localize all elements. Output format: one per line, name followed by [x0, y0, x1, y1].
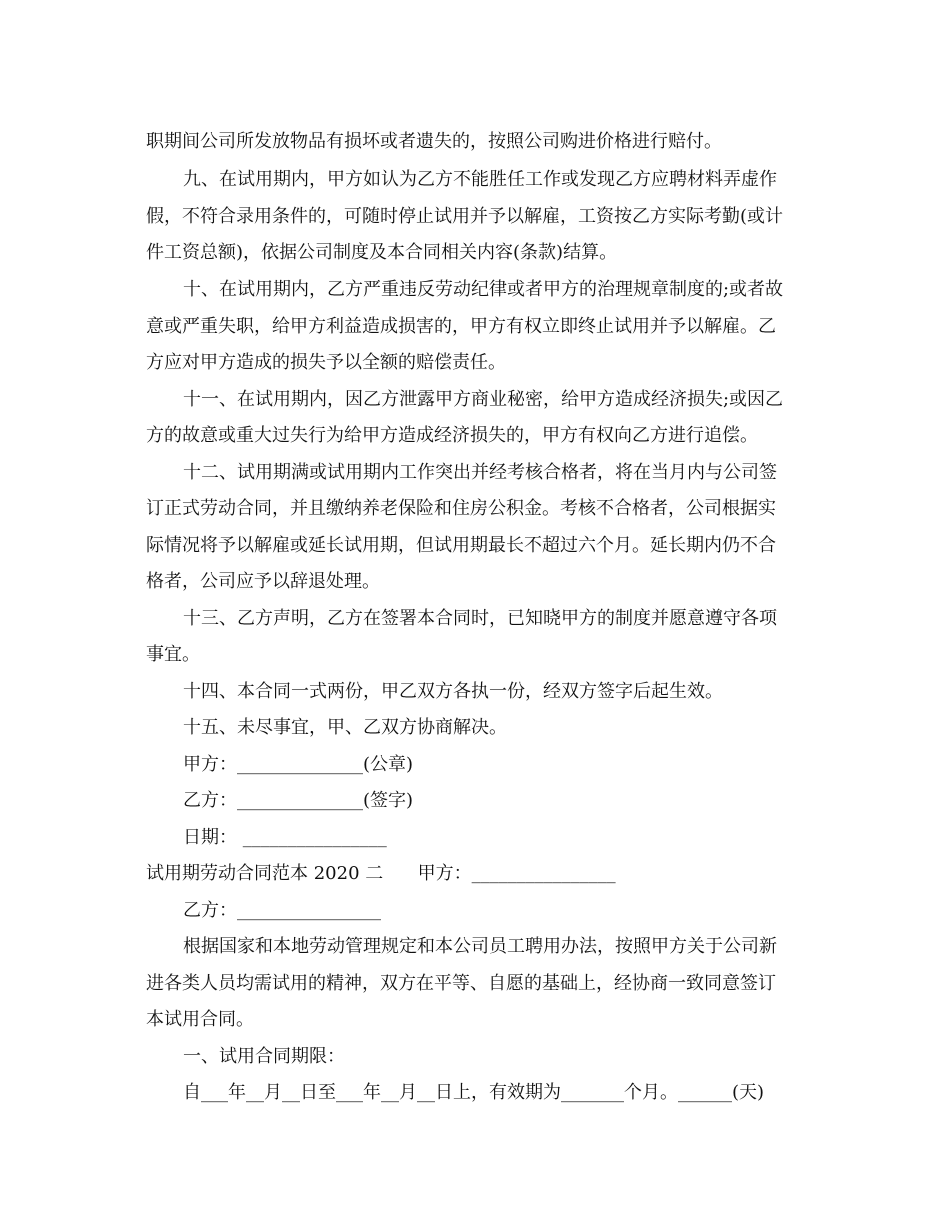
text-line: 假，不符合录用条件的，可随时停止试用并予以解雇，工资按乙方实际考勤(或计 [146, 206, 784, 227]
text-line: 十、在试用期内，乙方严重违反劳动纪律或者甲方的治理规章制度的;或者故 [183, 279, 784, 300]
signature-line-party-a: 甲方：______________(公章) [183, 754, 414, 775]
text-line: 一、试用合同期限： [183, 1046, 345, 1067]
text-line: 十一、在试用期内，因乙方泄露甲方商业秘密，给甲方造成经济损失;或因乙 [183, 389, 784, 410]
signature-line-party-b: 乙方：______________(签字) [183, 790, 414, 811]
text-line: 际情况将予以解雇或延长试用期，但试用期最长不超过六个月。延长期内仍不合 [146, 535, 776, 556]
text-line: 十二、试用期满或试用期内工作突出并经考核合格者，将在当月内与公司签 [183, 462, 777, 483]
text-line: 订正式劳动合同，并且缴纳养老保险和住房公积金。考核不合格者，公司根据实 [146, 498, 776, 519]
section-heading-line: 试用期劳动合同范本 2020 二 甲方：________________ [146, 863, 616, 884]
text-line: 十三、乙方声明，乙方在签署本合同时，已知晓甲方的制度并愿意遵守各项 [183, 608, 777, 629]
party-b-line: 乙方：________________ [183, 900, 381, 921]
text-line: 进各类人员均需试用的精神，双方在平等、自愿的基础上，经协商一致同意签订 [146, 973, 776, 994]
text-line: 根据国家和本地劳动管理规定和本公司员工聘用办法，按照甲方关于公司新 [183, 936, 777, 957]
date-line: 日期： ________________ [183, 827, 387, 848]
text-line: 九、在试用期内，甲方如认为乙方不能胜任工作或发现乙方应聘材料弄虚作 [183, 169, 777, 190]
text-line: 十五、未尽事宜，甲、乙双方协商解决。 [183, 717, 507, 738]
text-line: 事宜。 [146, 644, 200, 665]
text-line: 格者，公司应予以辞退处理。 [146, 571, 380, 592]
text-line: 自___年__月__日至___年__月__日上，有效期为_______个月。______(天) [183, 1082, 765, 1103]
text-line: 方应对甲方造成的损失予以全额的赔偿责任。 [146, 352, 506, 373]
text-line: 意或严重失职，给甲方利益造成损害的，甲方有权立即终止试用并予以解雇。乙 [146, 316, 776, 337]
text-line: 本试用合同。 [146, 1009, 254, 1030]
text-line: 十四、本合同一式两份，甲乙双方各执一份，经双方签字后起生效。 [183, 681, 723, 702]
text-line: 方的故意或重大过失行为给甲方造成经济损失的，甲方有权向乙方进行追偿。 [146, 425, 758, 446]
text-line: 职期间公司所发放物品有损坏或者遗失的，按照公司购进价格进行赔付。 [146, 131, 722, 152]
text-line: 件工资总额)，依据公司制度及本合同相关内容(条款)结算。 [146, 242, 618, 263]
